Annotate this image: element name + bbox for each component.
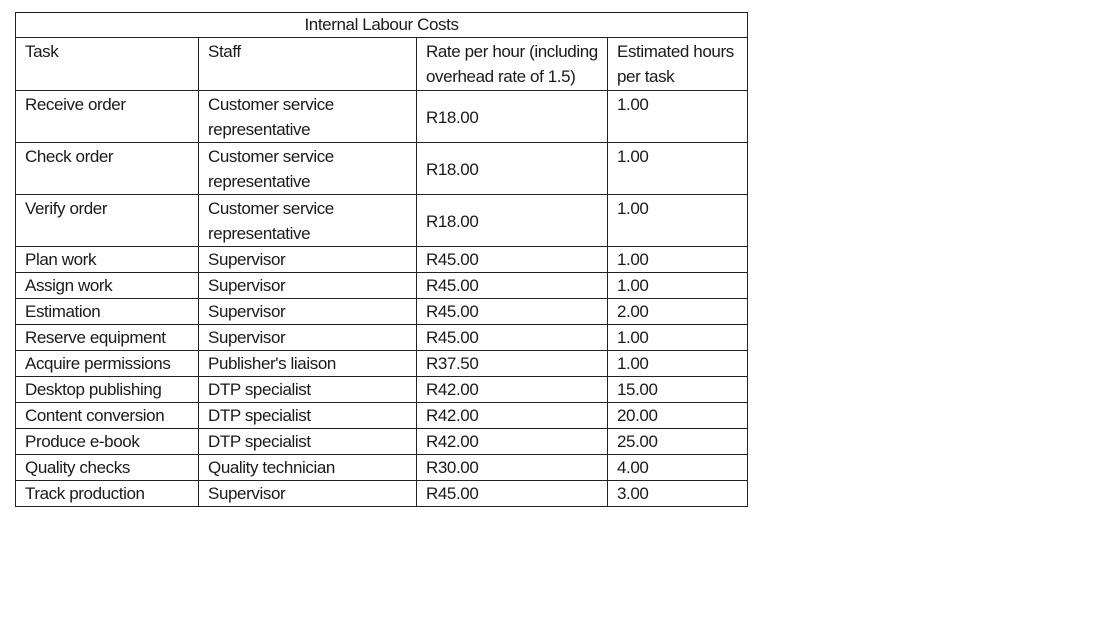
- hours-cell: 4.00: [608, 455, 748, 481]
- table-row: [16, 143, 748, 195]
- staff-cell: DTP specialist: [199, 377, 417, 403]
- staff-cell: Customer service representative: [199, 143, 417, 195]
- hours-cell: 3.00: [608, 481, 748, 507]
- table-body: [16, 91, 748, 507]
- task-cell: Track production: [16, 481, 199, 507]
- hours-cell: 15.00: [608, 377, 748, 403]
- column-header-task: Task: [16, 38, 199, 91]
- staff-cell: Quality technician: [199, 455, 417, 481]
- column-header-hours: Estimated hours per task: [608, 38, 748, 91]
- task-cell: Assign work: [16, 273, 199, 299]
- table-row: [16, 247, 748, 273]
- staff-cell: Customer service representative: [199, 195, 417, 247]
- staff-cell: Supervisor: [199, 247, 417, 273]
- hours-cell: 1.00: [608, 351, 748, 377]
- staff-cell: Supervisor: [199, 273, 417, 299]
- staff-cell: Supervisor: [199, 299, 417, 325]
- internal-labour-costs-table: [15, 12, 748, 507]
- table-header-row: [16, 38, 748, 91]
- rate-cell: R45.00: [417, 325, 608, 351]
- table-caption: Internal Labour Costs: [16, 13, 748, 38]
- staff-cell: DTP specialist: [199, 403, 417, 429]
- rate-cell: R45.00: [417, 299, 608, 325]
- hours-cell: 2.00: [608, 299, 748, 325]
- rate-cell: R45.00: [417, 481, 608, 507]
- rate-cell: R18.00: [417, 91, 608, 143]
- rate-cell: R45.00: [417, 247, 608, 273]
- rate-cell: R18.00: [417, 143, 608, 195]
- table-row: [16, 351, 748, 377]
- column-header-rate: Rate per hour (including overhead rate of 1.5): [417, 38, 608, 91]
- table-row: [16, 325, 748, 351]
- staff-cell: Customer service representative: [199, 91, 417, 143]
- staff-cell: Publisher's liaison: [199, 351, 417, 377]
- hours-cell: 20.00: [608, 403, 748, 429]
- staff-cell: Supervisor: [199, 325, 417, 351]
- rate-cell: R45.00: [417, 273, 608, 299]
- task-cell: Plan work: [16, 247, 199, 273]
- task-cell: Estimation: [16, 299, 199, 325]
- hours-cell: 1.00: [608, 91, 748, 143]
- hours-cell: 1.00: [608, 195, 748, 247]
- task-cell: Verify order: [16, 195, 199, 247]
- rate-cell: R42.00: [417, 403, 608, 429]
- task-cell: Acquire permissions: [16, 351, 199, 377]
- table-caption-row: [16, 13, 748, 38]
- rate-cell: R30.00: [417, 455, 608, 481]
- task-cell: Content conversion: [16, 403, 199, 429]
- table-row: [16, 91, 748, 143]
- table-row: [16, 481, 748, 507]
- staff-cell: DTP specialist: [199, 429, 417, 455]
- table-row: [16, 273, 748, 299]
- table-row: [16, 195, 748, 247]
- task-cell: Desktop publishing: [16, 377, 199, 403]
- rate-cell: R42.00: [417, 429, 608, 455]
- column-header-staff: Staff: [199, 38, 417, 91]
- hours-cell: 25.00: [608, 429, 748, 455]
- task-cell: Check order: [16, 143, 199, 195]
- rate-cell: R37.50: [417, 351, 608, 377]
- hours-cell: 1.00: [608, 143, 748, 195]
- table-row: [16, 377, 748, 403]
- task-cell: Receive order: [16, 91, 199, 143]
- table-row: [16, 403, 748, 429]
- table-row: [16, 429, 748, 455]
- rate-cell: R42.00: [417, 377, 608, 403]
- hours-cell: 1.00: [608, 273, 748, 299]
- hours-cell: 1.00: [608, 325, 748, 351]
- staff-cell: Supervisor: [199, 481, 417, 507]
- task-cell: Quality checks: [16, 455, 199, 481]
- rate-cell: R18.00: [417, 195, 608, 247]
- hours-cell: 1.00: [608, 247, 748, 273]
- table-row: [16, 299, 748, 325]
- task-cell: Produce e-book: [16, 429, 199, 455]
- table-row: [16, 455, 748, 481]
- task-cell: Reserve equipment: [16, 325, 199, 351]
